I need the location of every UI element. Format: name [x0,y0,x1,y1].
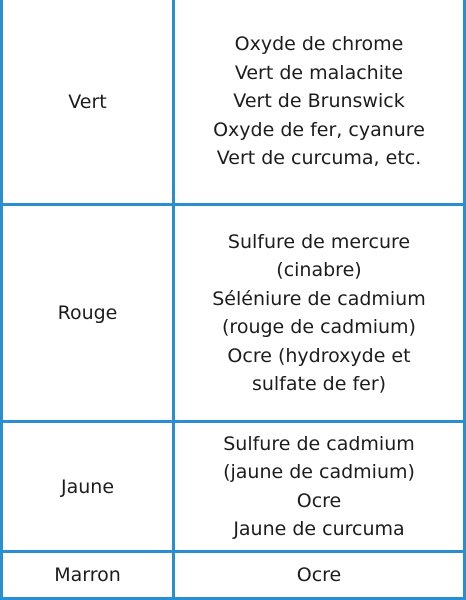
pigment-line: sulfate de fer) [251,373,387,395]
pigment-line: Vert de malachite [234,61,404,84]
pigments-cell [175,423,463,550]
pigment-line: (rouge de cadmium) [222,316,416,338]
pigment-line: Ocre (hydroxyde et [227,344,411,367]
pigment-line: Ocre [296,563,342,586]
color-name-cell [3,0,175,203]
color-name: Vert [68,90,107,113]
table-row-vert [3,0,463,206]
pigment-line: (cinabre) [276,259,362,281]
color-name: Jaune [60,475,115,498]
table-row-marron [3,553,463,600]
pigment-line: Oxyde de fer, cyanure [213,118,425,141]
pigment-line: Sulfure de mercure [227,230,411,253]
pigment-line: (jaune de cadmium) [223,461,415,483]
pigments-cell [175,553,463,597]
color-name-cell [3,206,175,420]
pigment-line: Séléniure de cadmium [212,287,426,310]
pigment-line: Ocre [296,489,342,512]
pigment-line: Jaune de curcuma [233,518,405,540]
pigment-line: Vert de curcuma, etc. [216,147,422,170]
pigment-line: Sulfure de cadmium [223,432,415,455]
pigment-line: Oxyde de chrome [234,33,404,56]
table-row-jaune [3,423,463,553]
color-name-cell [3,553,175,597]
color-name-cell [3,423,175,550]
pigments-cell [175,0,463,203]
color-name: Marron [54,564,121,586]
table-row-rouge [3,206,463,423]
color-name: Rouge [57,302,118,324]
pigments-cell [175,206,463,420]
pigment-line: Vert de Brunswick [233,90,405,113]
